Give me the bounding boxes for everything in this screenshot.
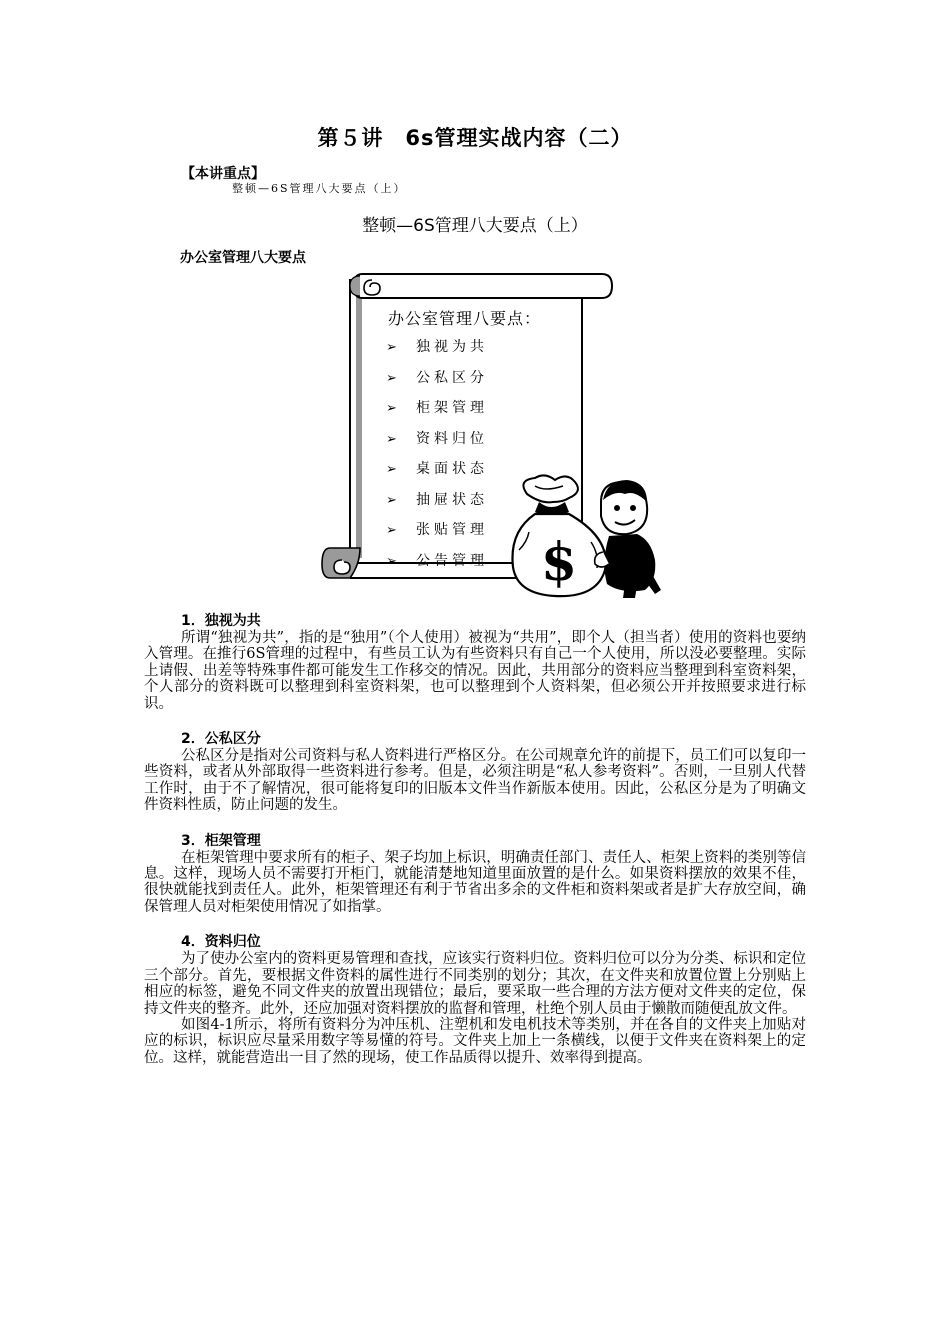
list-item: ➢ 公告管理 [386,547,488,578]
focus-heading: 【本讲重点】 [181,166,265,182]
scroll-list [386,333,488,577]
article-body [144,613,806,1066]
scroll-title: 办公室管理八要点： [388,309,542,328]
paragraph: 如图4-1所示，将所有资料分为冲压机、注塑机和发电机技术等类别，并在各自的文件夹上加贴对应的标识，标识应尽量采用数字等易懂的符号。文件夹上加上一条横线，以便于文件夹在资料架上的定位。这样，就能营造出一目了然的现场，使工作品质得以提升、效率得到提高。 [144,1016,806,1066]
money-bag-cartoon [505,472,663,600]
section-2 [144,731,806,814]
list-item: ➢ 公私区分 [386,364,488,395]
section-title: 2．公私区分 [181,731,261,748]
arrow-icon: ➢ [386,462,397,477]
section-4 [144,934,806,1066]
focus-item: 整顿—6S管理八大要点（上） [232,182,407,195]
arrow-icon: ➢ [386,523,397,538]
list-item: ➢ 独视为共 [386,333,488,364]
scroll-bottom-curl [334,560,350,574]
list-item: ➢ 柜架管理 [386,394,488,425]
paragraph: 公私区分是指对公司资料与私人资料进行严格区分。在公司规章允许的前提下，员工们可以复印一些资料，或者从外部取得一些资料进行参考。但是，必须注明是“私人参考资料”。否则，一旦别人代替工作时，由于不了解情况，很可能将复印的旧版本文件当作新版本使用。因此，公私区分是为了明确文件资料性质，防止问题的发生。 [144,748,806,814]
arrow-icon: ➢ [386,553,397,569]
section-title: 3．柜架管理 [181,832,261,849]
arrow-icon: ➢ [386,431,397,447]
section-title: 1．独视为共 [181,613,261,629]
paragraph: 所谓“独视为共”，指的是“独用”（个人使用）被视为“共用”，即个人（担当者）使用的资料也要纳入管理。在推行6S管理的过程中，有些员工认为有些资料只有自己一个人使用，所以没必要整理。实际上请假、出差等特殊事件都可能发生工作移交的情况。因此，共用部分的资料应当整理到科室资料架，个人部分的资料既可以整理到科室资料架，也可以整理到个人资料架，但必须公开并按照要求进行标识。 [144,630,806,712]
arrow-icon: ➢ [386,370,397,386]
section-1 [144,613,806,712]
list-item: ➢ 桌面状态 [386,455,488,486]
scroll-shadow [356,290,362,558]
dollar-sign: $ [540,532,578,593]
lecture-subtitle: 整顿—6S管理八大要点（上） [362,216,588,236]
arrow-icon: ➢ [386,492,397,508]
arrow-icon: ➢ [386,401,397,416]
list-item: ➢ 抽屉状态 [386,486,488,517]
arrow-icon: ➢ [386,340,397,355]
list-item: ➢ 资料归位 [386,425,488,456]
section-title: 4．资料归位 [181,934,261,951]
paragraph: 为了使办公室内的资料更易管理和查找，应该实行资料归位。资料归位可以分为分类、标识和定位三个部分。首先，要根据文件资料的属性进行不同类别的划分；其次，在文件夹和放置位置上分别贴上相应的标签，避免不同文件夹的放置出现错位；最后，要采取一些合理的方法方便对文件夹的定位，保持文件夹的整齐。此外，还应加强对资料摆放的监督和管理，杜绝个别人员由于懒散而随便乱放文件。 [144,951,806,1017]
section-3 [144,833,806,916]
section-heading: 办公室管理八大要点 [180,250,306,266]
character-eye-right [630,505,636,511]
paragraph: 在柜架管理中要求所有的柜子、架子均加上标识，明确责任部门、责任人、柜架上资料的类别等信息。这样，现场人员不需要打开柜门，就能清楚地知道里面放置的是什么。如果资料摆放的效果不佳，很快就能找到责任人。此外，柜架管理还有利于节省出多余的文件柜和资料架或者是扩大存放空间，确保管理人员对柜架使用情况了如指掌。 [144,849,806,915]
scroll-top-roll [354,274,612,298]
scroll-top-shade [350,276,360,296]
list-item: ➢ 张贴管理 [386,516,488,547]
character-eye-left [614,505,620,511]
page-title: 第５讲 6s管理实战内容（二） [317,126,633,150]
